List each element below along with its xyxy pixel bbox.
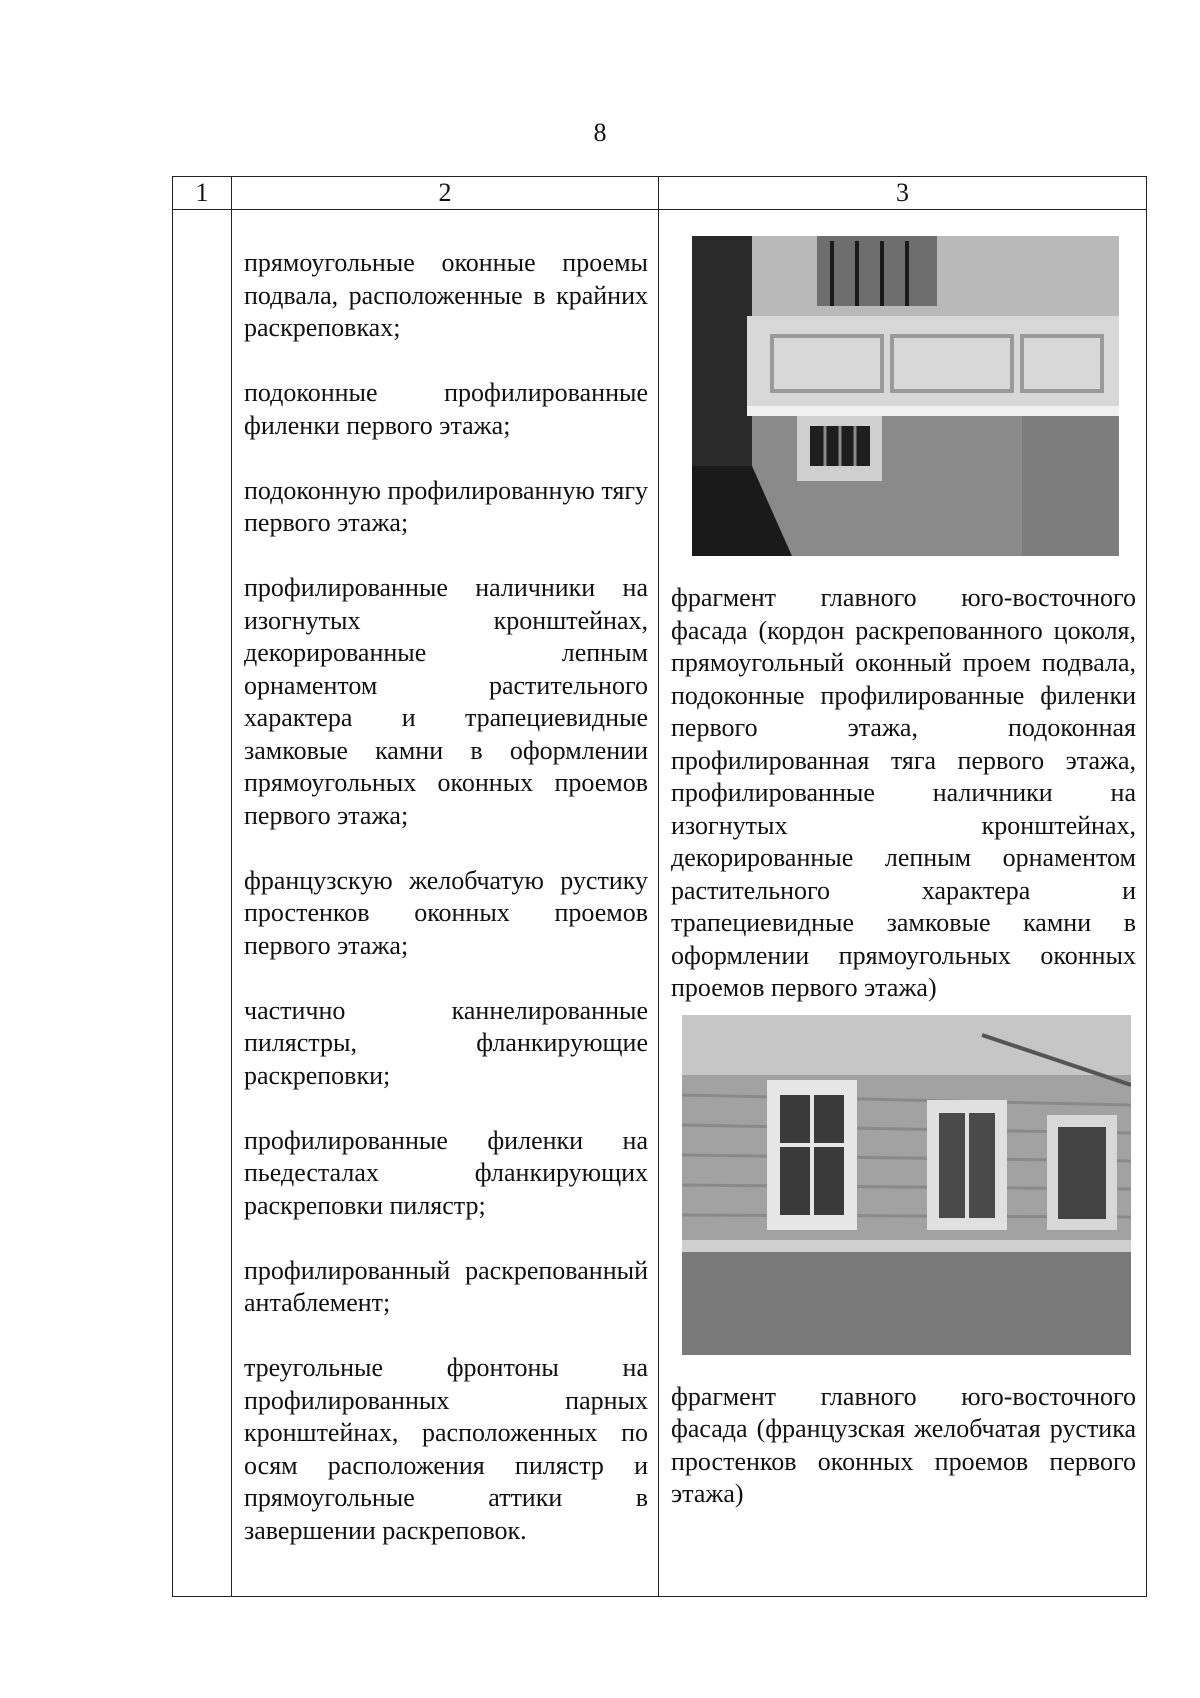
number-cell [173, 210, 232, 1597]
table-row [173, 210, 1147, 1597]
photo-caption-1: фрагмент главного юго-восточного фасада (кордон раскрепованного цоколя, прямоугольный оконный проем подвала, подоконные профилированные филенки первого этажа, подоконная профилированная тяга первого этажа, профилированные наличники на изогнутых кронштейнах, декорированные лепным орнаментом растительного характера и трапециевидные замковые камни в оформлении прямоугольных оконных проемов первого этажа) [671, 583, 1136, 1002]
element-item: французскую желобчатую рустику простенков оконных проемов первого этажа; [244, 865, 648, 960]
facade-basement-photo [692, 236, 1119, 556]
element-item: подоконные профилированные филенки первого этажа; [244, 378, 648, 440]
header-col-3: 3 [659, 177, 1147, 210]
photos-cell [659, 210, 1147, 1597]
element-item: треугольные фронтоны на профилированных парных кронштейнах, расположенных по осям расположения пилястр и прямоугольные аттики в завершении раскреповок. [244, 1353, 648, 1545]
table-header-row [173, 177, 1147, 210]
element-item: профилированные филенки на пьедесталах фланкирующих раскреповки пилястр; [244, 1125, 648, 1220]
header-col-1: 1 [173, 177, 232, 210]
element-item: профилированный раскрепованный антаблемент; [244, 1255, 648, 1317]
elements-cell [232, 210, 659, 1597]
facade-rustication-photo [682, 1015, 1131, 1355]
photo-caption-2: фрагмент главного юго-восточного фасада (французская желобчатая рустика простенков оконных проемов первого этажа) [671, 1381, 1136, 1508]
element-item: профилированные наличники на изогнутых кронштейнах, декорированные лепным орнаментом растительного характера и трапециевидные замковые камни в оформлении прямоугольных оконных проемов первого этажа; [244, 573, 648, 830]
page-number: 8 [593, 118, 607, 147]
header-col-2: 2 [232, 177, 659, 210]
element-item: подоконную профилированную тягу первого этажа; [244, 475, 648, 537]
monument-elements-table [172, 176, 1147, 1597]
element-item: частично каннелированные пилястры, фланкирующие раскреповки; [244, 995, 648, 1090]
element-item: прямоугольные оконные проемы подвала, расположенные в крайних раскреповках; [244, 248, 648, 342]
